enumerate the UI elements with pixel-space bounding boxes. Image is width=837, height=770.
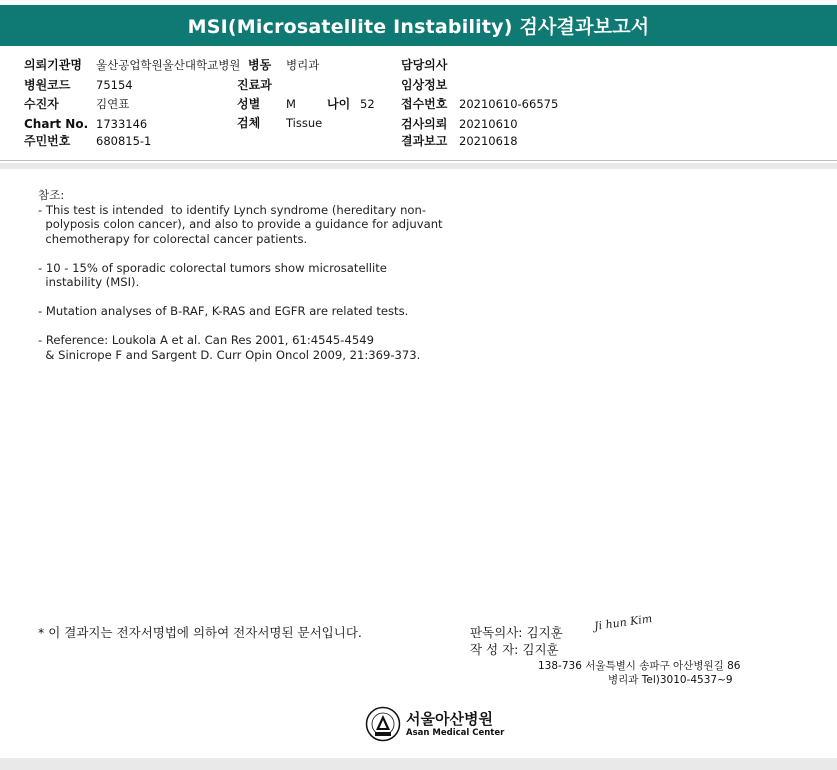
note-line: - Mutation analyses of B-RAF, K-RAS and EGFR are related tests. <box>38 304 409 318</box>
note-line: - This test is intended to identify Lynch syndrome (hereditary non- <box>38 202 427 217</box>
resident-no-label: 주민번호 <box>24 134 71 148</box>
report-date-value: 20210618 <box>459 134 518 148</box>
reader-label: 판독의사: <box>470 625 523 640</box>
writer-name: 김지훈 <box>522 642 559 657</box>
chart-no-label: Chart No. <box>24 117 89 131</box>
note-line: - 10 - 15% of sporadic colorectal tumors show microsatellite <box>38 260 387 275</box>
hospital-logo <box>365 706 504 742</box>
note-line: polyposis colon cancer), and also to provide a guidance for adjuvant <box>38 217 443 231</box>
note-line: - Reference: Loukola A et al. Can Res 2001, 61:4545-4549 <box>38 333 374 347</box>
section-separator <box>0 163 837 169</box>
note-line: instability (MSI). <box>38 275 140 289</box>
clinical-info-label: 임상정보 <box>401 78 448 92</box>
specimen-value: Tissue <box>286 116 323 130</box>
dept-tel: 병리과 Tel)3010-4537~9 <box>608 674 733 686</box>
request-date-label: 검사의뢰 <box>401 117 448 131</box>
age-label: 나이 <box>327 97 351 111</box>
institution-value: 울산공업학원울산대학교병원 <box>96 58 241 72</box>
sex-value: M <box>286 97 296 111</box>
ward-label: 병동 <box>248 58 272 72</box>
writer-row <box>470 640 559 658</box>
reference-notes <box>38 188 518 362</box>
notes-heading: 참조: <box>38 188 65 202</box>
dept-label: 진료과 <box>237 78 272 92</box>
chart-no-value: 1733146 <box>96 117 148 131</box>
logo-name-ko: 서울아산병원 <box>406 709 493 728</box>
signature-image: Ji hun Kim <box>593 612 653 633</box>
ward-value: 병리과 <box>286 58 320 72</box>
report-title: MSI(Microsatellite Instability) 검사결과보고서 <box>0 5 837 46</box>
address: 138-736 서울특별시 송파구 아산병원길 86 <box>538 660 741 672</box>
hospital-code-label: 병원코드 <box>24 78 71 92</box>
accession-value: 20210610-66575 <box>459 97 559 111</box>
institution-label: 의뢰기관명 <box>24 58 82 72</box>
header-divider <box>0 160 837 161</box>
note-line: & Sinicrope F and Sargent D. Curr Opin Oncol 2009, 21:369-373. <box>38 347 421 362</box>
doctor-label: 담당의사 <box>401 58 448 72</box>
note-line: chemotherapy for colorectal cancer patients. <box>38 231 308 246</box>
request-date-value: 20210610 <box>459 117 518 131</box>
patient-label: 수진자 <box>24 97 59 111</box>
esign-note: * 이 결과지는 전자서명법에 의하여 전자서명된 문서입니다. <box>38 625 362 640</box>
asan-emblem-icon <box>365 706 401 742</box>
resident-no-value: 680815-1 <box>96 134 152 148</box>
logo-name-en: Asan Medical Center <box>406 727 505 738</box>
reader-row <box>470 623 563 641</box>
patient-value: 김연표 <box>96 97 130 111</box>
accession-label: 접수번호 <box>401 97 448 111</box>
bottom-separator <box>0 758 837 770</box>
writer-label: 작 성 자: <box>470 642 519 657</box>
sex-label: 성별 <box>237 97 261 111</box>
specimen-label: 검체 <box>237 116 261 130</box>
report-date-label: 결과보고 <box>401 134 448 148</box>
hospital-code-value: 75154 <box>96 78 133 92</box>
reader-name: 김지훈 <box>526 625 563 640</box>
age-value: 52 <box>360 97 375 111</box>
